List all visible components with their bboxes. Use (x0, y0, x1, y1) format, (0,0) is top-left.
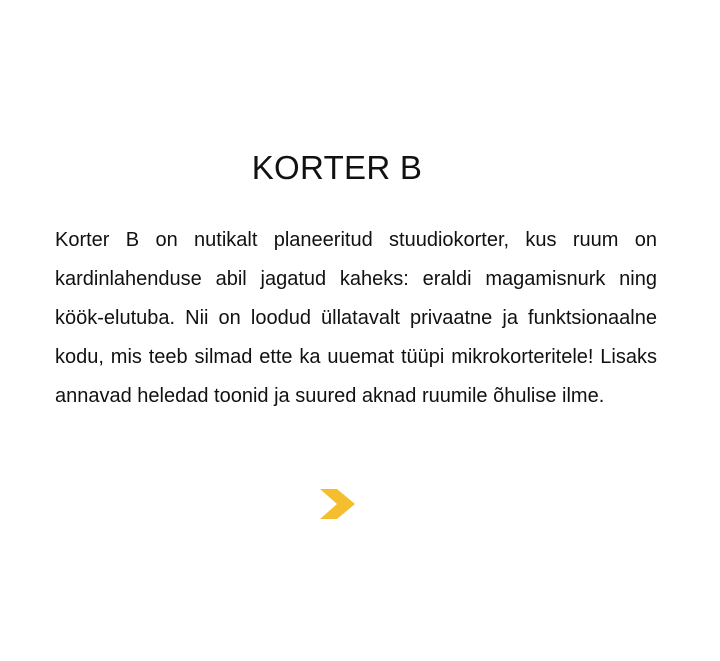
card-description: Korter B on nutikalt planeeritud stuudiokorter, kus ruum on kardinlahenduse abil jagatud kaheks: eraldi magamisnurk ning köök-elutuba. Nii on loodud üllatavalt privaatne ja funktsionaalne kodu, mis teeb silmad ette ka uuemat tüüpi mikrokorteritele! Lisaks annavad heledad toonid ja suured aknad ruumile õhulise ilme. (55, 229, 657, 407)
card-title: KORTER B (251, 149, 423, 186)
chevron-right-icon (318, 487, 358, 521)
next-arrow-button[interactable] (318, 487, 358, 521)
